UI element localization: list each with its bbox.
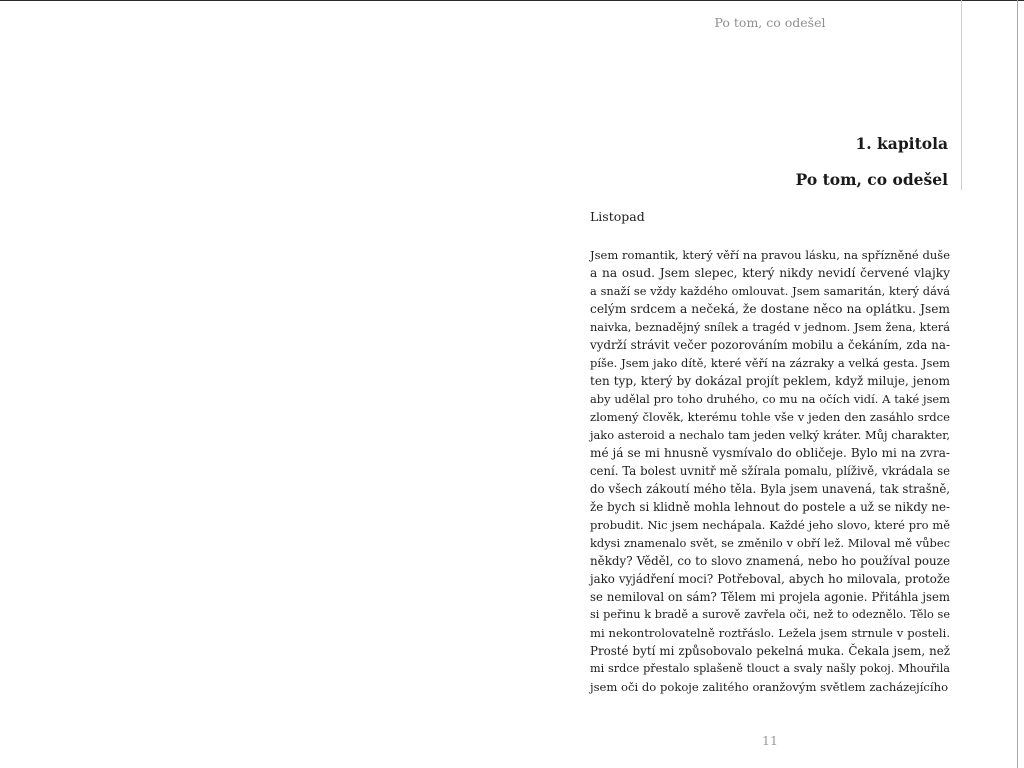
body-line: celým srdcem a nečeká, že dostane něco na oplátku. Jsem xyxy=(590,302,950,316)
body-line: Prosté bytí mi způsobovalo pekelná muka. Čekala jsem, než xyxy=(590,644,950,658)
body-line: někdy? Věděl, co to slovo znamená, nebo ho používal pouze xyxy=(590,554,950,568)
body-line: naivka, beznadějný snílek a tragéd v jednom. Jsem žena, která xyxy=(590,320,950,334)
body-line: mi nekontrolovatelně roztřáslo. Ležela jsem strnule v posteli. xyxy=(590,626,950,640)
body-text xyxy=(590,246,950,696)
chapter-title: Po tom, co odešel xyxy=(795,170,948,189)
section-label: Listopad xyxy=(590,209,645,224)
chapter-number: 1. kapitola xyxy=(855,134,948,153)
body-line: píše. Jsem jako dítě, které věří na zázraky a velká gesta. Jsem xyxy=(590,356,950,370)
body-line: aby udělal pro toho druhého, co mu na očích vidí. A také jsem xyxy=(590,392,950,406)
top-border xyxy=(0,0,1024,1)
body-line: zlomený člověk, kterému tohle vše v jeden den zasáhlo srdce xyxy=(590,410,950,424)
body-line: probudit. Nic jsem nechápala. Každé jeho slovo, které pro mě xyxy=(590,518,950,532)
body-line: a snaží se vždy každého omlouvat. Jsem samaritán, který dává xyxy=(590,284,950,298)
page-edge-right xyxy=(1017,0,1018,768)
body-line: mé já se mi hnusně vysmívalo do obličeje. Bylo mi na zvra- xyxy=(590,446,950,460)
body-line: mi srdce přestalo splašeně tlouct a svaly našly pokoj. Mhouřila xyxy=(590,662,950,675)
body-line: do všech zákoutí mého těla. Byla jsem unavená, tak strašně, xyxy=(590,482,950,496)
body-line: ten typ, který by dokázal projít peklem, když miluje, jenom xyxy=(590,374,950,388)
body-line: že bych si klidně mohla lehnout do postele a už se nikdy ne- xyxy=(590,500,950,514)
page-number: 11 xyxy=(762,733,778,748)
body-line: jako vyjádření moci? Potřeboval, abych ho milovala, protože xyxy=(590,572,950,586)
body-line: cení. Ta bolest uvnitř mě sžírala pomalu, plíživě, vkrádala se xyxy=(590,464,950,478)
body-line: si peřinu k bradě a surově zavřela oči, než to odeznělo. Tělo se xyxy=(590,608,950,621)
running-header: Po tom, co odešel xyxy=(714,15,826,30)
body-line: vydrží strávit večer pozorováním mobilu a čekáním, zda na- xyxy=(590,338,950,352)
body-line: jako asteroid a nechalo tam jeden velký kráter. Můj charakter, xyxy=(590,428,950,442)
body-line: a na osud. Jsem slepec, který nikdy nevidí červené vlajky xyxy=(590,266,950,280)
body-line: Jsem romantik, který věří na pravou lásku, na spřízněné duše xyxy=(590,248,950,262)
page-edge-divider xyxy=(961,0,962,190)
body-line: jsem oči do pokoje zalitého oranžovým světlem zacházejícího xyxy=(590,680,949,694)
body-line: se nemiloval on sám? Tělem mi projela agonie. Přitáhla jsem xyxy=(590,590,950,604)
body-line: kdysi znamenalo svět, se změnilo v obří lež. Miloval mě vůbec xyxy=(590,536,950,550)
